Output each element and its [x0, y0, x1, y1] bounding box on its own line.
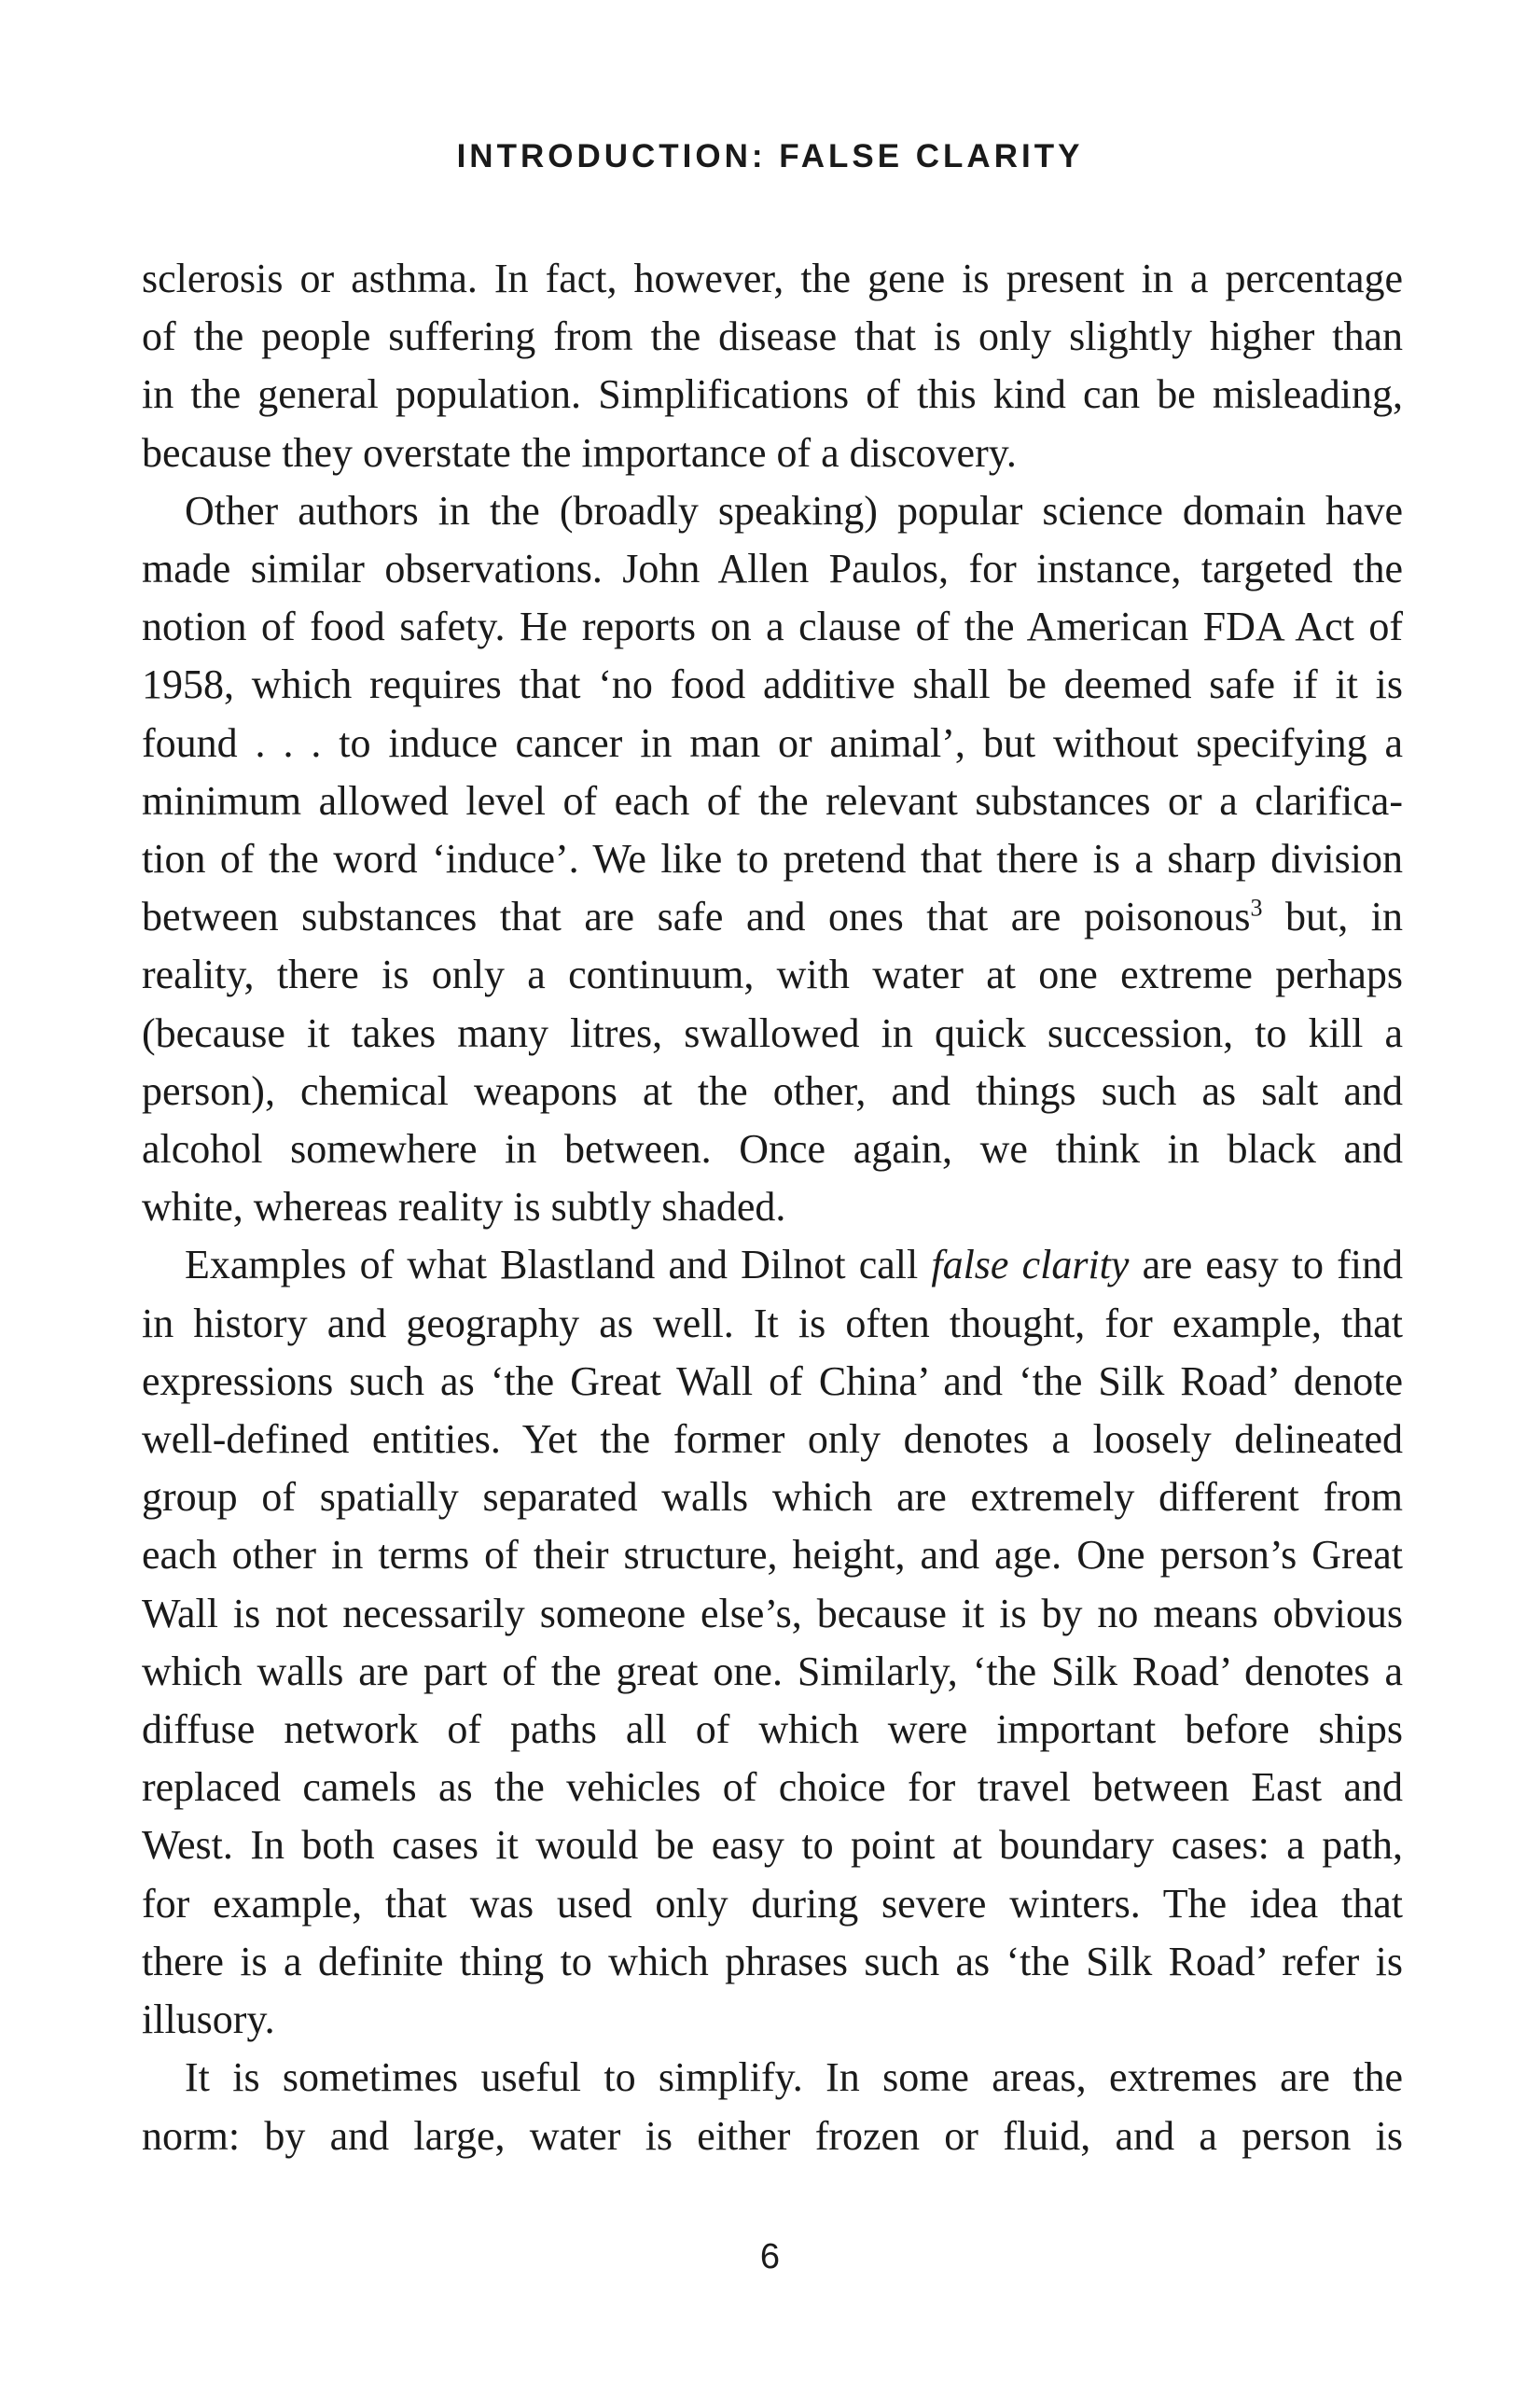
text-line: well-defined entities. Yet the former only denotes a loosely delineated [142, 1416, 1403, 1463]
text-line: in history and geography as well. It is often thought, for example, that [142, 1300, 1403, 1346]
text-fragment: between substances that are safe and ones that are poisonous [142, 894, 1251, 940]
text-line-with-footnote [142, 888, 1403, 946]
text-line-with-italic [142, 1236, 1403, 1294]
text-line: found . . . to induce cancer in man or animal’, but without specifying a [142, 719, 1403, 766]
text-line: because they overstate the importance of a discovery. [142, 429, 1017, 476]
text-fragment: are easy to find [1129, 1242, 1403, 1288]
text-line: norm: by and large, water is either frozen or fluid, and a person is [142, 2112, 1403, 2159]
page-number: 6 [759, 2237, 781, 2276]
text-line: It is sometimes useful to simplify. In some areas, extremes are the [185, 2054, 1403, 2101]
text-line: of the people suffering from the disease that is only slightly higher than [142, 313, 1403, 360]
text-line: expressions such as ‘the Great Wall of China’ and ‘the Silk Road’ denote [142, 1357, 1403, 1404]
text-line: tion of the word ‘induce’. We like to pretend that there is a sharp division [142, 836, 1403, 883]
text-line: white, whereas reality is subtly shaded. [142, 1184, 786, 1231]
text-line: West. In both cases it would be easy to point at boundary cases: a path, [142, 1822, 1403, 1869]
text-line: sclerosis or asthma. In fact, however, the gene is present in a percentage [142, 256, 1403, 301]
text-line: group of spatially separated walls which are extremely different from [142, 1474, 1403, 1521]
text-line: Wall is not necessarily someone else’s, because it is by no means obvious [142, 1590, 1403, 1636]
text-line: notion of food safety. He reports on a clause of the American FDA Act of [142, 604, 1403, 650]
text-line: diffuse network of paths all of which were important before ships [142, 1706, 1403, 1753]
text-line: (because it takes many litres, swallowed in quick succession, to kill a [142, 1009, 1403, 1056]
text-line: in the general population. Simplifications of this kind can be misleading, [142, 371, 1403, 418]
text-line: made similar observations. John Allen Paulos, for instance, targeted the [142, 546, 1403, 592]
text-line: each other in terms of their structure, height, and age. One person’s Great [142, 1532, 1403, 1579]
footnote-reference[interactable]: 3 [1250, 894, 1263, 922]
text-line: Other authors in the (broadly speaking) popular science domain have [185, 487, 1403, 534]
text-line: reality, there is only a continuum, with water at one extreme perhaps [142, 952, 1403, 998]
paragraph-1 [142, 250, 1403, 482]
paragraph-2 [142, 482, 1403, 1237]
text-line: for example, that was used only during severe winters. The idea that [142, 1880, 1403, 1927]
text-line: 1958, which requires that ‘no food additive shall be deemed safe if it is [142, 661, 1403, 708]
text-line: person), chemical weapons at the other, and things such as salt and [142, 1067, 1403, 1114]
text-line: minimum allowed level of each of the relevant substances or a clarifica- [142, 777, 1403, 824]
text-line: illusory. [142, 1997, 275, 2043]
paragraph-3 [142, 1236, 1403, 2049]
text-line: which walls are part of the great one. Similarly, ‘the Silk Road’ denotes a [142, 1648, 1403, 1694]
text-line: alcohol somewhere in between. Once again, we think in black and [142, 1126, 1403, 1173]
italic-term: false clarity [931, 1242, 1130, 1288]
running-header: INTRODUCTION: FALSE CLARITY [456, 138, 1084, 174]
paragraph-4 [142, 2049, 1403, 2164]
text-fragment: but, in [1262, 894, 1403, 940]
text-line: there is a definite thing to which phrases such as ‘the Silk Road’ refer is [142, 1938, 1403, 1984]
text-fragment: Examples of what Blastland and Dilnot call [185, 1242, 932, 1288]
body-text [142, 250, 1403, 2165]
text-line: replaced camels as the vehicles of choice for travel between East and [142, 1764, 1403, 1811]
